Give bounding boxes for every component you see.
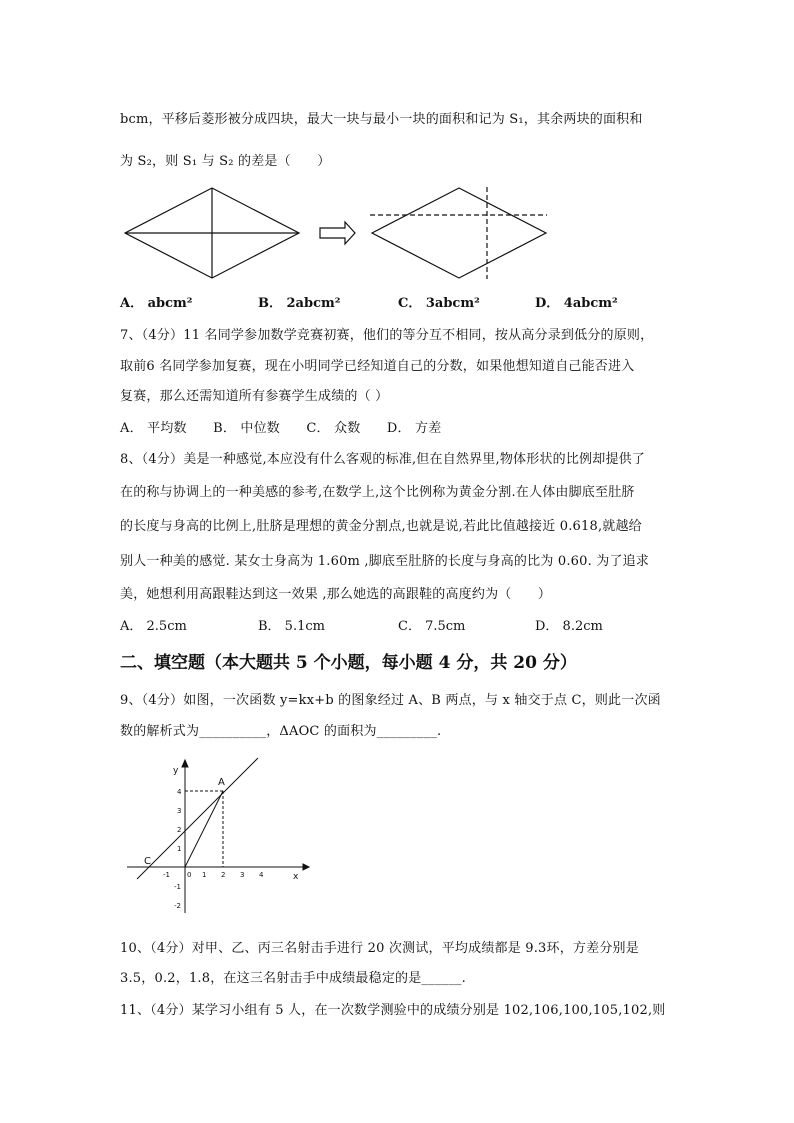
q8-line-3: 的长度与身高的比例上,肚脐是理想的黄金分割点,也就是说,若此比值越接近 0.618,就越给 [120,519,642,534]
q8-option-a: A． 2.5cm [120,619,187,634]
q8-line-4: 别人一种美的感觉. 某女士身高为 1.60m ,脚底至肚脐的长度与身高的比为 0.60. 为了追求 [120,554,650,569]
q6-option-b: B． 2abcm² [258,296,341,311]
q10-line-2: 3.5，0.2，1.8，在这三名射击手中成绩最稳定的是______. [120,971,466,986]
q9-line-1: 9、（4分）如图，一次函数 y=kx+b 的图象经过 A、B 两点，与 x 轴交于点 C，则此一次函 [120,693,661,708]
y-axis-arrow-icon [182,760,188,767]
x-axis-arrow-icon [303,864,309,870]
x-tick-label: 2 [221,871,226,879]
q6-option-d: D． 4abcm² [535,296,618,311]
q8-option-b: B． 5.1cm [258,619,325,634]
y-tick-label: -2 [174,902,181,910]
q10-line-1: 10、（4分）对甲、乙、丙三名射击手进行 20 次测试，平均成绩都是 9.3环，方差分别是 [120,941,639,956]
y-tick-label: 3 [177,807,182,815]
y-tick-label: -1 [174,883,181,891]
q6-line-1: bcm，平移后菱形被分成四块，最大一块与最小一块的面积和记为 S₁，其余两块的面积和 [120,112,643,127]
y-tick-label: 1 [177,845,182,853]
y-tick-label: 4 [177,788,182,796]
line-through-c-and-a [137,758,258,879]
q8-line-2: 在的称与协调上的一种美感的参考,在数学上,这个比例称为黄金分割.在人体由脚底至肚脐 [120,485,635,500]
q7-line-3: 复赛，那么还需知道所有参赛学生成绩的（ ） [120,389,389,404]
x-tick-label: 3 [240,871,245,879]
section-heading-fill-in: 二、填空题（本大题共 5 个小题，每小题 4 分，共 20 分） [120,653,577,673]
rhombus-figure [115,183,560,283]
q7-options: A． 平均数 B． 中位数 C． 众数 D． 方差 [120,421,442,436]
x-tick-label: 1 [202,871,207,879]
line-through-origin-and-a [185,791,223,867]
point-a-label: A [218,777,225,788]
q9-line-2: 数的解析式为__________，ΔAOC 的面积为_________. [120,724,442,739]
arrow-right-icon [320,222,355,244]
x-axis-label: x [293,872,299,882]
x-tick-label: 4 [259,871,264,879]
q8-option-c: C． 7.5cm [398,619,466,634]
linear-function-graph [125,755,315,915]
y-axis-label: y [173,766,179,776]
q7-line-2: 取前6 名同学参加复赛，现在小明同学已经知道自己的分数，如果他想知道自己能否进入 [120,359,635,374]
q8-option-d: D． 8.2cm [535,619,603,634]
q6-option-a: A． abcm² [120,296,193,311]
q6-option-c: C． 3abcm² [398,296,480,311]
q8-line-5: 美，她想利用高跟鞋达到这一效果 ,那么她选的高跟鞋的高度约为（ ） [120,587,552,602]
q11-line-1: 11、（4分）某学习小组有 5 人，在一次数学测验中的成绩分别是 102,106,100,105,102,则 [120,1003,666,1018]
point-c-label: C [144,856,151,867]
q8-line-1: 8、（4分）美是一种感觉,本应没有什么客观的标准,但在自然界里,物体形状的比例却提供了 [120,452,646,467]
q6-line-2: 为 S₂，则 S₁ 与 S₂ 的差是（ ） [120,154,331,169]
origin-label: 0 [187,871,192,879]
q7-line-1: 7、（4分）11 名同学参加数学竞赛初赛，他们的等分互不相同，按从高分录到低分的原则， [120,328,654,343]
x-tick-label: -1 [163,871,170,879]
y-tick-label: 2 [177,826,182,834]
rhombus-right [372,188,546,278]
